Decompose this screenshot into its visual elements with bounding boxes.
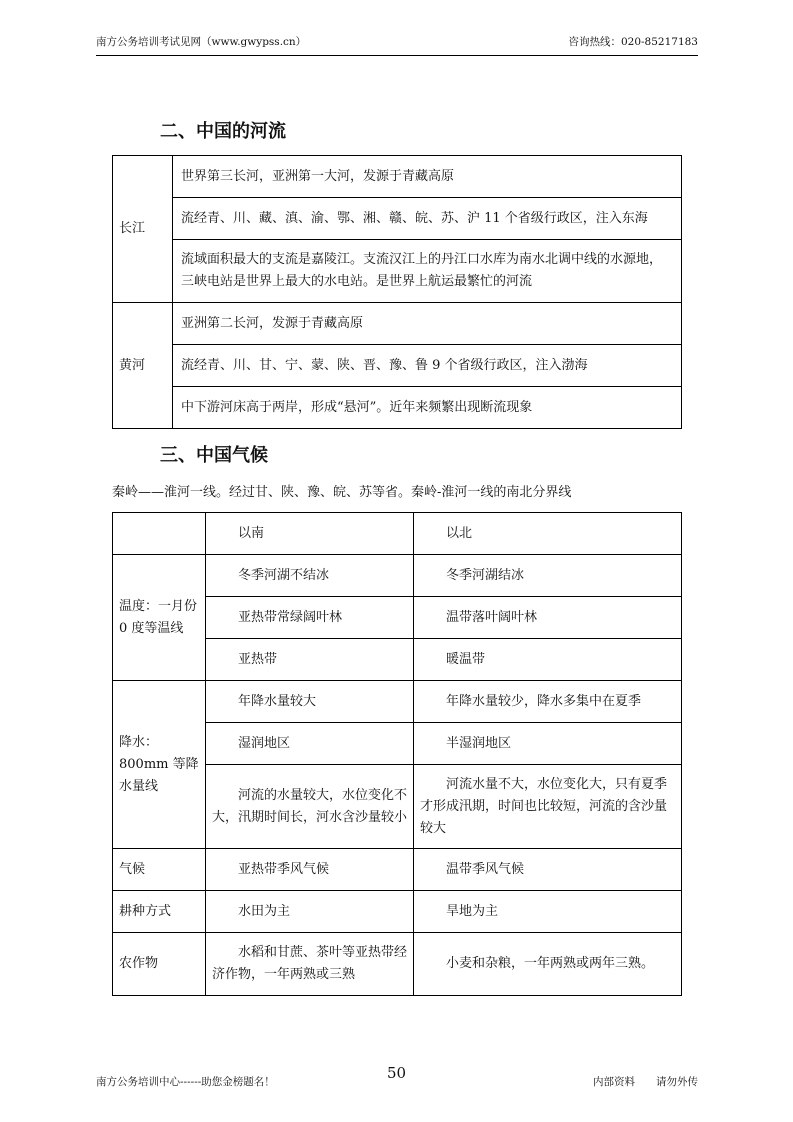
cell-north [414, 555, 682, 597]
header-hotline: 咨询热线：020-85217183 [568, 36, 698, 48]
cell-text: 水稻和甘蔗、茶叶等亚热带经济作物，一年两熟或三熟 [212, 945, 408, 982]
table-row [113, 303, 682, 345]
cell-text: 亚热带 [238, 651, 278, 667]
cell-south [206, 933, 414, 996]
cell-north [414, 597, 682, 639]
cell-north [414, 681, 682, 723]
cell-south [206, 891, 414, 933]
cell-north [414, 723, 682, 765]
group-label: 农作物 [113, 933, 206, 996]
cell-text: 温带季风气候 [446, 861, 525, 877]
cell-south [206, 639, 414, 681]
cell-text: 湿润地区 [238, 735, 291, 751]
table-row [113, 891, 682, 933]
cell-text: 年降水量较少，降水多集中在夏季 [446, 693, 642, 709]
group-label: 降水：800mm 等降水量线 [113, 681, 206, 849]
table-row [113, 849, 682, 891]
cell-text: 年降水量较大 [238, 693, 317, 709]
cell-south [206, 555, 414, 597]
table-row [113, 156, 682, 198]
cell-north [414, 639, 682, 681]
cell-text: 河流的水量较大，水位变化不大，汛期时间长，河水含沙量较小 [212, 787, 408, 825]
table-row [113, 513, 682, 555]
river-name: 黄河 [113, 303, 173, 429]
table-row [113, 681, 682, 723]
section-title-climate: 三、中国气候 [160, 445, 268, 466]
table-row [113, 555, 682, 597]
river-fact: 世界第三长河，亚洲第一大河，发源于青藏高原 [173, 156, 682, 198]
cell-south [206, 597, 414, 639]
cell-text: 冬季河湖结冰 [446, 567, 525, 583]
header-cell [414, 513, 682, 555]
cell-text: 旱地为主 [446, 903, 499, 919]
table-row [113, 933, 682, 996]
cell-text: 暖温带 [446, 651, 486, 667]
river-fact: 亚洲第二长河，发源于青藏高原 [173, 303, 682, 345]
river-name: 长江 [113, 156, 173, 303]
river-fact: 中下游河床高于两岸，形成“悬河”。近年来频繁出现断流现象 [173, 387, 682, 429]
table-row [113, 387, 682, 429]
cell-north [414, 849, 682, 891]
cell-south [206, 765, 414, 849]
cell-text: 小麦和杂粮，一年两熟或两年三熟。 [446, 956, 655, 971]
river-fact: 流经青、川、甘、宁、蒙、陕、晋、豫、鲁 9 个省级行政区，注入渤海 [173, 345, 682, 387]
river-table [112, 155, 682, 429]
page-footer [96, 1074, 698, 1090]
table-row [113, 240, 682, 303]
header-rule [96, 55, 698, 56]
cell-text: 冬季河湖不结冰 [238, 567, 330, 583]
cell-text: 半湿润地区 [446, 735, 512, 751]
section-title-rivers: 二、中国的河流 [160, 121, 286, 142]
header-cell [206, 513, 414, 555]
cell-south [206, 723, 414, 765]
cell-south [206, 681, 414, 723]
cell-north [414, 891, 682, 933]
cell-text: 河流水量不大，水位变化大，只有夏季才形成汛期，时间也比较短，河流的含沙量较大 [420, 776, 668, 836]
header-north: 以北 [446, 525, 473, 541]
cell-south [206, 849, 414, 891]
climate-intro: 秦岭——淮河一线。经过甘、陕、豫、皖、苏等省。秦岭-淮河一线的南北分界线 [112, 485, 572, 500]
group-label: 温度：一月份 0 度等温线 [113, 555, 206, 681]
climate-table [112, 512, 682, 996]
table-row [113, 198, 682, 240]
cell-text: 温带落叶阔叶林 [446, 609, 538, 625]
cell-text: 亚热带常绿阔叶林 [238, 609, 343, 625]
cell-north [414, 933, 682, 996]
river-fact: 流域面积最大的支流是嘉陵江。支流汉江上的丹江口水库为南水北调中线的水源地，三峡电站是世界上最大的水电站。是世界上航运最繁忙的河流 [173, 240, 682, 303]
table-row [113, 345, 682, 387]
cell-text: 水田为主 [238, 903, 291, 919]
footer-slogan: 南方公务培训中心------助您金榜题名！ [96, 1076, 275, 1088]
page-header [96, 34, 698, 52]
header-south: 以南 [238, 525, 265, 541]
footer-notice: 内部资料 请勿外传 [593, 1076, 698, 1088]
header-cell [113, 513, 206, 555]
cell-text: 亚热带季风气候 [238, 861, 330, 877]
river-fact: 流经青、川、藏、滇、渝、鄂、湘、赣、皖、苏、沪 11 个省级行政区，注入东海 [173, 198, 682, 240]
cell-north [414, 765, 682, 849]
header-site: 南方公务培训考试见网（www.gwypss.cn） [96, 36, 307, 48]
group-label: 气候 [113, 849, 206, 891]
page-number: 50 [386, 1064, 407, 1082]
group-label: 耕种方式 [113, 891, 206, 933]
